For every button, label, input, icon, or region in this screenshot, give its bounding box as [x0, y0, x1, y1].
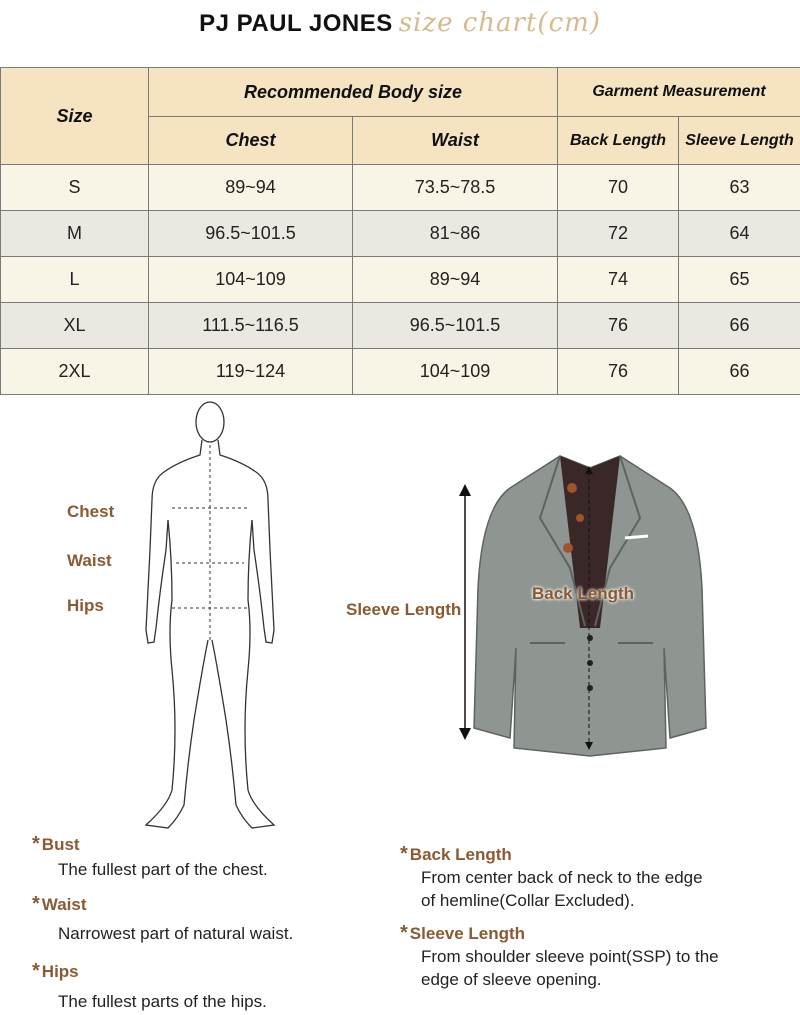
sleeve-length-column-header: Sleeve Length — [679, 117, 800, 165]
size-table — [0, 67, 800, 395]
sleeve-length-note-text: From shoulder sleeve point(SSP) to the edge of sleeve opening. — [421, 947, 719, 989]
table-row — [1, 303, 800, 349]
back-length-column-header: Back Length — [558, 117, 679, 165]
back-length-note-text: From center back of neck to the edge of hemline(Collar Excluded). — [421, 868, 703, 910]
asterisk-icon: * — [32, 960, 40, 982]
bust-note-title: * Bust — [32, 833, 80, 855]
back-length-cell: 70 — [558, 165, 679, 211]
waist-cell: 96.5~101.5 — [353, 303, 558, 349]
back-length-label: Back Length — [532, 584, 635, 603]
size-cell: L — [1, 257, 149, 303]
chart-title — [0, 8, 800, 58]
asterisk-icon: * — [32, 893, 40, 915]
waist-cell: 73.5~78.5 — [353, 165, 558, 211]
back-length-note-title: * Back Length — [400, 843, 512, 865]
size-cell: 2XL — [1, 349, 149, 395]
back-length-cell: 72 — [558, 211, 679, 257]
sleeve-length-cell: 65 — [679, 257, 800, 303]
size-cell: XL — [1, 303, 149, 349]
back-length-arrow — [583, 466, 595, 750]
table-row — [1, 349, 800, 395]
waist-cell: 81~86 — [353, 211, 558, 257]
table-row — [1, 257, 800, 303]
body-size-group-header: Recommended Body size — [149, 68, 558, 117]
waist-cell: 104~109 — [353, 349, 558, 395]
back-length-cell: 76 — [558, 349, 679, 395]
chest-cell: 96.5~101.5 — [149, 211, 353, 257]
waist-note-title: * Waist — [32, 893, 87, 915]
asterisk-icon: * — [400, 843, 408, 865]
chest-cell: 119~124 — [149, 349, 353, 395]
chest-label: Chest — [67, 502, 115, 521]
brand-name: PJ PAUL JONES — [199, 10, 393, 37]
sleeve-length-label: Sleeve Length — [346, 600, 462, 619]
sleeve-length-cell: 66 — [679, 349, 800, 395]
waist-cell: 89~94 — [353, 257, 558, 303]
sleeve-length-cell: 63 — [679, 165, 800, 211]
table-row — [1, 165, 800, 211]
hips-note-title: * Hips — [32, 960, 79, 982]
table-row — [1, 211, 800, 257]
size-cell: S — [1, 165, 149, 211]
sleeve-length-note-title: * Sleeve Length — [400, 922, 526, 944]
asterisk-icon: * — [400, 922, 408, 944]
chest-cell: 89~94 — [149, 165, 353, 211]
hips-label: Hips — [67, 596, 104, 615]
chest-cell: 104~109 — [149, 257, 353, 303]
back-length-cell: 74 — [558, 257, 679, 303]
hips-note-text: The fullest parts of the hips. — [58, 992, 267, 1011]
chest-column-header: Chest — [149, 117, 353, 165]
sleeve-length-cell: 66 — [679, 303, 800, 349]
chest-cell: 111.5~116.5 — [149, 303, 353, 349]
table-header-row — [1, 68, 800, 117]
waist-column-header: Waist — [353, 117, 558, 165]
size-cell: M — [1, 211, 149, 257]
body-outline-figure — [138, 400, 288, 830]
sleeve-length-cell: 64 — [679, 211, 800, 257]
back-length-cell: 76 — [558, 303, 679, 349]
waist-label: Waist — [67, 551, 112, 570]
waist-note-text: Narrowest part of natural waist. — [58, 924, 294, 943]
size-chart-subtitle: size chart(cm) — [398, 8, 601, 38]
garment-group-header: Garment Measurement — [558, 68, 800, 117]
asterisk-icon: * — [32, 833, 40, 855]
bust-note-text: The fullest part of the chest. — [58, 860, 268, 879]
size-column-header: Size — [1, 68, 149, 165]
